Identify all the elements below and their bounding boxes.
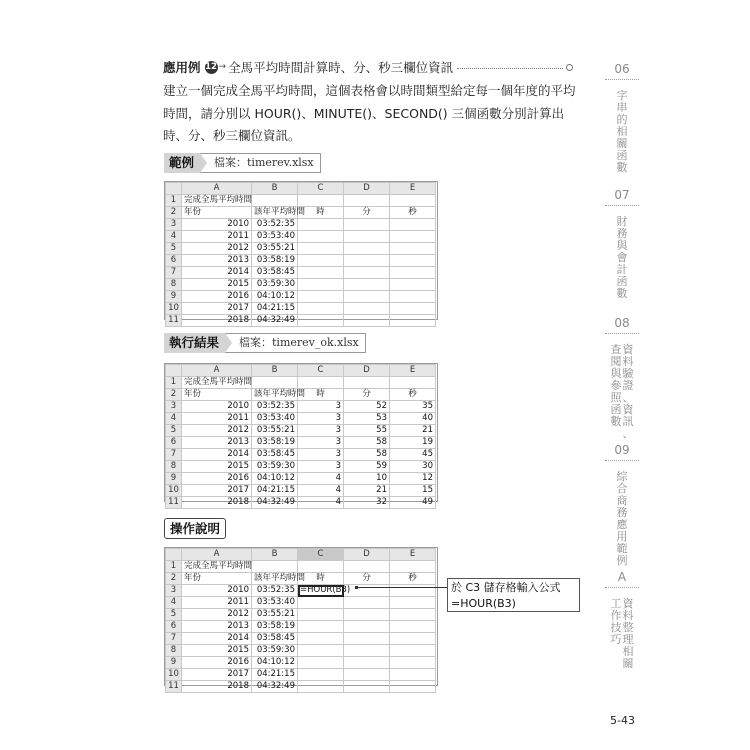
cell[interactable] [390,219,436,231]
row-header[interactable]: 11 [166,315,182,327]
cell[interactable] [298,231,344,243]
result-cell[interactable]: 49 [390,497,436,509]
row-header[interactable]: 5 [166,243,182,255]
time-cell[interactable]: 03:58:45 [252,267,298,279]
year-cell[interactable]: 2015 [182,279,252,291]
sidebar-text [616,471,628,567]
year-cell[interactable]: 2010 [182,219,252,231]
sidebar-rule [605,205,639,206]
year-cell[interactable]: 2017 [182,669,252,681]
year-cell[interactable]: 2010 [182,585,252,597]
sidebar-num: 08 [614,316,630,330]
column-header[interactable]: B [252,365,298,377]
time-cell[interactable]: 03:58:45 [252,449,298,461]
cell[interactable] [390,609,436,621]
row-header[interactable]: 5 [166,609,182,621]
table-row [166,389,436,401]
year-cell[interactable]: 2014 [182,633,252,645]
time-cell[interactable]: 04:10:12 [252,291,298,303]
row-header[interactable]: 1 [166,561,182,573]
column-header[interactable]: E [390,365,436,377]
table-row [166,425,436,437]
cell[interactable] [298,609,344,621]
row-header[interactable]: 8 [166,279,182,291]
callout-line [357,587,447,588]
cell[interactable] [344,597,390,609]
cell[interactable] [390,303,436,315]
year-cell[interactable]: 2014 [182,267,252,279]
table-row [166,669,436,681]
result-cell[interactable]: 4 [298,485,344,497]
year-cell[interactable]: 2011 [182,597,252,609]
cell[interactable] [298,597,344,609]
sheet-corner[interactable] [166,549,182,561]
heading-end-circle-icon [566,64,573,71]
result-cell[interactable]: 59 [344,461,390,473]
header-cell[interactable]: 分 [344,389,390,401]
sidebar-text-column: 字 串 的 相 關 函 數 [616,89,628,174]
row-header[interactable]: 7 [166,633,182,645]
cell[interactable] [390,231,436,243]
cell[interactable] [298,195,344,207]
cell[interactable] [390,267,436,279]
sidebar-rule [605,587,639,588]
cell[interactable] [390,657,436,669]
cell[interactable] [298,657,344,669]
header-cell[interactable]: 秒 [390,207,436,219]
time-cell[interactable]: 03:58:19 [252,621,298,633]
cell[interactable] [298,645,344,657]
row-header[interactable]: 7 [166,267,182,279]
table-row [166,303,436,315]
result-cell[interactable]: 10 [344,473,390,485]
result-cell[interactable]: 35 [390,401,436,413]
year-cell[interactable]: 2018 [182,497,252,509]
header-cell[interactable]: 分 [344,573,390,585]
time-cell[interactable]: 03:59:30 [252,279,298,291]
operation-tag: 操作說明 [164,518,226,539]
row-header[interactable]: 2 [166,207,182,219]
result-cell[interactable]: 45 [390,449,436,461]
result-cell[interactable]: 15 [390,485,436,497]
time-cell[interactable]: 03:58:45 [252,633,298,645]
row-header[interactable]: 4 [166,231,182,243]
row-header[interactable]: 10 [166,669,182,681]
result-label: 執行結果 [164,333,225,353]
sidebar-text [616,90,628,174]
example-tag [164,153,321,173]
column-header[interactable]: C [298,183,344,195]
year-cell[interactable]: 2011 [182,231,252,243]
sidebar-chapter-07 [603,188,641,300]
cell[interactable] [344,621,390,633]
table-row [166,219,436,231]
row-header[interactable]: 9 [166,657,182,669]
cell[interactable] [298,255,344,267]
cell[interactable] [298,633,344,645]
heading-number-badge: 12 [205,61,217,72]
header-cell[interactable]: 分 [344,207,390,219]
table-row [166,573,436,585]
arrow-icon: → [218,62,227,72]
cell[interactable] [344,315,390,327]
sidebar-text-column: 資 料 驗 證 、 資 訊 、 [622,343,634,440]
column-header[interactable]: D [344,365,390,377]
column-header[interactable]: C [298,549,344,561]
sidebar-rule [605,79,639,80]
sidebar-chapter-08 [603,316,641,440]
cell[interactable] [252,561,298,573]
table-row [166,609,436,621]
time-cell[interactable]: 04:21:15 [252,485,298,497]
time-cell[interactable]: 03:59:30 [252,461,298,473]
cell[interactable] [344,243,390,255]
sidebar-num: A [617,570,627,584]
sheet-corner[interactable] [166,183,182,195]
table-row [166,255,436,267]
result-cell[interactable]: 19 [390,437,436,449]
column-header[interactable]: B [252,183,298,195]
time-cell[interactable]: 04:10:12 [252,657,298,669]
result-cell[interactable]: 52 [344,401,390,413]
time-cell[interactable]: 04:32:49 [252,497,298,509]
year-cell[interactable]: 2015 [182,645,252,657]
formula-cell[interactable]: =HOUR(B3) [298,585,344,597]
row-header[interactable]: 3 [166,219,182,231]
year-cell[interactable]: 2012 [182,425,252,437]
year-cell[interactable]: 2018 [182,681,252,693]
table-row [166,315,436,327]
column-header[interactable]: B [252,549,298,561]
year-cell[interactable]: 2016 [182,657,252,669]
row-header[interactable]: 5 [166,425,182,437]
cell[interactable] [298,377,344,389]
cell[interactable] [252,195,298,207]
heading-dotted-rule [457,68,563,69]
row-header[interactable]: 11 [166,681,182,693]
example-spreadsheet [165,182,436,327]
row-header[interactable]: 9 [166,473,182,485]
sheet-title-cell[interactable]: 完成全馬平均時間 [182,377,252,389]
cell[interactable] [344,657,390,669]
time-cell[interactable]: 04:21:15 [252,669,298,681]
sidebar-text-column: 工 作 技 巧 [610,597,622,646]
year-cell[interactable]: 2016 [182,291,252,303]
sidebar-text-column: 資 料 整 理 相 關 [622,597,634,670]
result-cell[interactable]: 58 [344,449,390,461]
time-cell[interactable]: 03:58:19 [252,255,298,267]
year-cell[interactable]: 2013 [182,621,252,633]
cell[interactable] [344,561,390,573]
column-header[interactable]: A [182,365,252,377]
table-row [166,485,436,497]
description-paragraph: 建立一個完成全馬平均時間，這個表格會以時間類型給定每一個年度的平均時間，請分別以 HOUR()、MINUTE()、SECOND() 三個函數分別計算出時、分、秒三欄位資訊。 [163,83,576,143]
column-header[interactable]: E [390,549,436,561]
sidebar-text-column: 財 務 與 會 計 函 數 [616,215,628,300]
row-header[interactable]: 8 [166,461,182,473]
column-header[interactable]: E [390,183,436,195]
table-row [166,291,436,303]
cell[interactable] [390,315,436,327]
sidebar-text [610,344,634,440]
row-header[interactable]: 9 [166,291,182,303]
result-cell[interactable]: 30 [390,461,436,473]
cell[interactable] [298,669,344,681]
row-header[interactable]: 8 [166,645,182,657]
result-cell[interactable]: 3 [298,461,344,473]
header-cell[interactable]: 年份 [182,207,252,219]
row-header[interactable]: 10 [166,303,182,315]
sheet-title-cell[interactable]: 完成全馬平均時間 [182,561,252,573]
page-number: 5-43 [610,714,635,727]
year-cell[interactable]: 2016 [182,473,252,485]
year-cell[interactable]: 2013 [182,255,252,267]
cell[interactable] [390,633,436,645]
cell[interactable] [344,279,390,291]
cell[interactable] [344,219,390,231]
header-cell[interactable]: 時 [298,207,344,219]
time-cell[interactable]: 03:52:35 [252,219,298,231]
example-label: 範例 [164,153,200,173]
cell[interactable] [298,621,344,633]
time-cell[interactable]: 03:55:21 [252,609,298,621]
table-row [166,657,436,669]
table-row [166,377,436,389]
result-cell[interactable]: 3 [298,449,344,461]
table-row [166,195,436,207]
row-header[interactable]: 11 [166,497,182,509]
table-row [166,267,436,279]
table-row [166,597,436,609]
row-header[interactable]: 6 [166,621,182,633]
result-cell[interactable]: 21 [390,425,436,437]
year-cell[interactable]: 2011 [182,413,252,425]
row-header[interactable]: 4 [166,413,182,425]
cell[interactable] [298,219,344,231]
table-row [166,681,436,693]
callout-line-1: 於 C3 儲存格輸入公式 [451,581,561,594]
cell[interactable] [344,681,390,693]
callout-line-2: =HOUR(B3) [451,597,516,610]
time-cell[interactable]: 03:53:40 [252,231,298,243]
column-header[interactable]: C [298,365,344,377]
row-header[interactable]: 1 [166,377,182,389]
cell[interactable] [390,195,436,207]
year-cell[interactable]: 2013 [182,437,252,449]
time-cell[interactable]: 03:58:19 [252,437,298,449]
header-cell[interactable]: 年份 [182,389,252,401]
header-cell[interactable]: 秒 [390,389,436,401]
cell[interactable] [298,315,344,327]
row-header[interactable]: 3 [166,585,182,597]
sidebar-chapter-06 [603,62,641,174]
sidebar-rule [605,460,639,461]
header-cell[interactable]: 年份 [182,573,252,585]
result-cell[interactable]: 40 [390,413,436,425]
cell[interactable] [390,243,436,255]
cell[interactable] [344,303,390,315]
table-row [166,633,436,645]
cell[interactable] [390,291,436,303]
time-cell[interactable]: 03:52:35 [252,401,298,413]
row-header[interactable]: 6 [166,255,182,267]
cell[interactable] [298,561,344,573]
cell[interactable] [390,669,436,681]
header-cell[interactable]: 秒 [390,573,436,585]
time-cell[interactable]: 03:52:35 [252,585,298,597]
result-cell[interactable]: 3 [298,413,344,425]
result-cell[interactable]: 21 [344,485,390,497]
sidebar-text [616,216,628,300]
cell[interactable] [298,303,344,315]
sidebar-text-column: 查 閱 與 參 照 函 數 [610,343,622,428]
column-header[interactable]: A [182,183,252,195]
time-cell[interactable]: 04:32:49 [252,315,298,327]
sidebar-num: 09 [614,443,630,457]
cell[interactable] [344,669,390,681]
time-cell[interactable]: 03:59:30 [252,645,298,657]
result-spreadsheet [165,364,436,509]
cell[interactable] [252,377,298,389]
table-row [166,473,436,485]
section-heading [163,57,573,77]
cell[interactable] [390,645,436,657]
cell[interactable] [298,243,344,255]
row-header[interactable]: 1 [166,195,182,207]
table-row [166,207,436,219]
cell[interactable] [344,645,390,657]
table-row [166,231,436,243]
year-cell[interactable]: 2014 [182,449,252,461]
sidebar-num: 07 [614,188,630,202]
header-cell[interactable]: 時 [298,573,344,585]
column-header[interactable]: A [182,549,252,561]
table-row [166,413,436,425]
time-cell[interactable]: 04:32:49 [252,681,298,693]
callout-box [447,578,580,612]
cell[interactable] [298,267,344,279]
cell[interactable] [344,291,390,303]
result-cell[interactable]: 53 [344,413,390,425]
cell[interactable] [344,633,390,645]
cell[interactable] [344,231,390,243]
table-row [166,497,436,509]
cell[interactable] [344,377,390,389]
time-cell[interactable]: 03:55:21 [252,425,298,437]
time-cell[interactable]: 03:53:40 [252,597,298,609]
header-cell[interactable]: 時 [298,389,344,401]
heading-label: 應用例 [163,60,201,75]
result-cell[interactable]: 58 [344,437,390,449]
cell[interactable] [344,195,390,207]
result-cell[interactable]: 12 [390,473,436,485]
table-row [166,401,436,413]
row-header[interactable]: 2 [166,389,182,401]
year-cell[interactable]: 2015 [182,461,252,473]
cell[interactable] [390,561,436,573]
result-tag [164,333,366,353]
time-cell[interactable]: 03:55:21 [252,243,298,255]
table-row [166,461,436,473]
sidebar-appendix-a [603,570,641,670]
column-header[interactable]: D [344,549,390,561]
year-cell[interactable]: 2010 [182,401,252,413]
result-cell[interactable]: 55 [344,425,390,437]
cell[interactable] [390,377,436,389]
row-header[interactable]: 4 [166,597,182,609]
sidebar-chapter-09 [603,443,641,567]
year-cell[interactable]: 2017 [182,303,252,315]
result-cell[interactable]: 32 [344,497,390,509]
row-header[interactable]: 6 [166,437,182,449]
year-cell[interactable]: 2012 [182,609,252,621]
result-file: 檔案：timerev_ok.xlsx [225,333,366,353]
cell[interactable] [298,291,344,303]
sheet-title-cell[interactable]: 完成全馬平均時間 [182,195,252,207]
operation-spreadsheet [165,548,436,693]
header-cell[interactable]: 該年平均時間 [252,573,298,585]
header-cell[interactable]: 該年平均時間 [252,389,298,401]
sidebar-rule [605,333,639,334]
cell[interactable] [390,597,436,609]
cell[interactable] [298,681,344,693]
year-cell[interactable]: 2012 [182,243,252,255]
time-cell[interactable]: 04:21:15 [252,303,298,315]
heading-title: 全馬平均時間計算時、分、秒三欄位資訊 [228,60,454,75]
sidebar-num: 06 [614,62,630,76]
cell[interactable] [344,267,390,279]
table-row [166,449,436,461]
cell[interactable] [390,279,436,291]
cell[interactable] [390,621,436,633]
table-row [166,243,436,255]
time-cell[interactable]: 04:10:12 [252,473,298,485]
table-row [166,645,436,657]
cell[interactable] [344,255,390,267]
row-header[interactable]: 10 [166,485,182,497]
table-row [166,621,436,633]
row-header[interactable]: 3 [166,401,182,413]
cell[interactable] [390,255,436,267]
result-cell[interactable]: 3 [298,437,344,449]
header-cell[interactable]: 該年平均時間 [252,207,298,219]
cell[interactable] [344,609,390,621]
time-cell[interactable]: 03:53:40 [252,413,298,425]
sidebar-text [610,598,634,670]
sidebar-text-column: 綜 合 商 務 應 用 範 例 [616,470,628,567]
cell[interactable] [298,279,344,291]
table-row [166,437,436,449]
column-header[interactable]: D [344,183,390,195]
row-header[interactable]: 7 [166,449,182,461]
year-cell[interactable]: 2017 [182,485,252,497]
result-cell[interactable]: 4 [298,497,344,509]
table-row [166,279,436,291]
year-cell[interactable]: 2018 [182,315,252,327]
row-header[interactable]: 2 [166,573,182,585]
result-cell[interactable]: 3 [298,425,344,437]
sheet-corner[interactable] [166,365,182,377]
result-cell[interactable]: 4 [298,473,344,485]
cell[interactable] [390,681,436,693]
result-cell[interactable]: 3 [298,401,344,413]
example-file: 檔案：timerev.xlsx [200,153,321,173]
table-row [166,561,436,573]
